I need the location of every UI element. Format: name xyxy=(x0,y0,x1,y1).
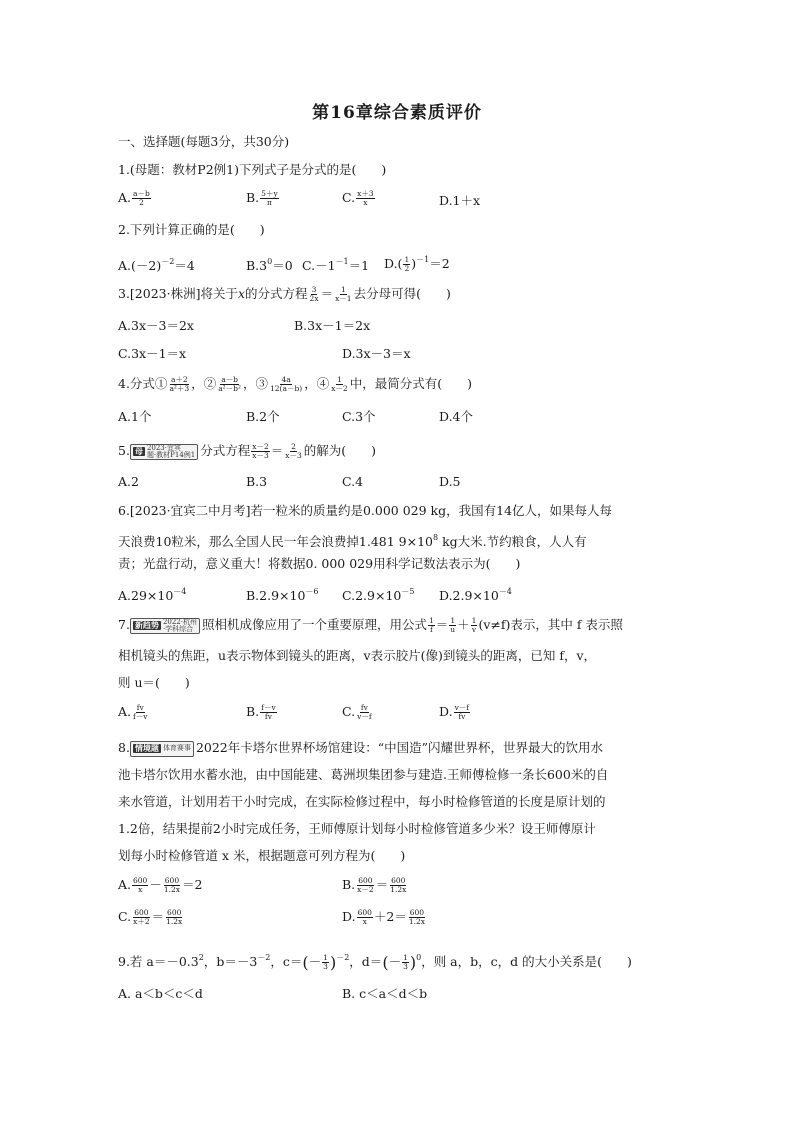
question-8-option-b: B. $\frac{600}{x-2}$ ＝ $\frac{600}{1.2x}$ xyxy=(342,876,407,894)
fraction: $\frac{1}{3}$ xyxy=(403,953,408,971)
question-5-option-a: A.2 xyxy=(118,474,139,489)
question-5-option-b: B.3 xyxy=(246,474,268,489)
question-7-line-1: 7. 新趋势 2022·杭州 ·学科综合 照相机成像应用了一个重要原理，用公式 $\frac{1}{f}$ ＝ $\frac{1}{u}$ ＋ $\frac{1}{v}$ (v≠f)表示，其中 f 表示照 xyxy=(118,616,623,634)
fraction: $\frac{600}{x}$ xyxy=(357,908,372,926)
fraction: $\frac{1}{x-2}$ xyxy=(331,375,348,393)
question-6-line-1: 6.[2023·宜宾二中月考]若一粒米的质量约是0.000 029 kg，我国有14亿人，如果每人每 xyxy=(118,503,613,518)
fraction: $\frac{600}{x+2}$ xyxy=(133,908,150,926)
page-title: 第16章综合素质评价 xyxy=(312,103,482,123)
source-badge: 母 2023·宜宾 题·教材P14例1 xyxy=(130,444,198,460)
fraction: $\frac{2}{x-3}$ xyxy=(285,442,302,460)
section-heading: 一、选择题(每题3分，共30分) xyxy=(118,134,290,149)
question-2-stem: 2.下列计算正确的是( ) xyxy=(118,222,265,237)
fraction: $\frac{600}{1.2x}$ xyxy=(166,908,183,926)
source-badge: 新趋势 2022·杭州 ·学科综合 xyxy=(130,618,200,634)
question-8-line-1: 8. 情境题 体育赛事 2022年卡塔尔世界杯场馆建设：“中国造”闪耀世界杯，世界最大的饮用水 xyxy=(118,740,604,755)
fraction: $\frac{v-f}{fv}$ xyxy=(454,703,470,721)
question-2-option-a: $A.(-2)^{-2}=4$ xyxy=(118,257,195,273)
question-2-option-d: D.( $\frac{1}{2}$ )$^{-1}$＝2 xyxy=(384,255,450,273)
fraction: $\frac{f-v}{fv}$ xyxy=(261,703,276,721)
fraction: $\frac{1}{x-1}$ xyxy=(335,285,352,303)
question-7-option-c: C. $\frac{fv}{v-f}$ xyxy=(342,703,372,721)
question-3-option-a: A.3x－3＝2x xyxy=(118,318,194,333)
question-6-option-d: $D.2.9\times 10^{-4}$ xyxy=(439,587,512,603)
fraction: $\frac{1}{3}$ xyxy=(323,953,328,971)
question-8-line-5: 划每小时检修管道 x 米，根据题意可列方程为( ) xyxy=(118,848,406,863)
fraction: $\frac{x-2}{x-3}$ xyxy=(252,442,269,460)
question-6-option-c: $C.2.9\times 10^{-5}$ xyxy=(342,587,415,603)
question-1-option-a: A. $\frac{a-b}{2}$ xyxy=(118,189,150,207)
fraction: $\frac{a+2}{\text{a²＋3}}$ xyxy=(169,375,190,393)
fraction: $\frac{600}{x}$ xyxy=(133,876,148,894)
question-8-line-3: 来水管道，计划用若干小时完成，在实际检修过程中，每小时检修管道的长度是原计划的 xyxy=(118,794,606,809)
fraction: $\frac{600}{x-2}$ xyxy=(357,876,374,894)
question-4-stem: 4.分式① $\frac{a+2}{\text{a²＋3}}$ ，② $\frac{a-b}{\text{a²－b²}}$ ，③ $\frac{4a}{12(a-b)}$ ，④ $\frac{1}{x-2}$ 中，最简分式有( ) xyxy=(118,375,472,393)
fraction: $\frac{1}{u}$ xyxy=(450,616,456,634)
question-8-line-4: 1.2倍，结果提前2小时完成任务，王师傅原计划每小时检修管道多少米？设王师傅原计 xyxy=(118,821,596,836)
fraction: $\frac{1}{f}$ xyxy=(429,616,434,634)
question-8-option-c: C. $\frac{600}{x+2}$ ＝ $\frac{600}{1.2x}$ xyxy=(118,908,183,926)
question-3-option-c: C.3x－1＝x xyxy=(118,346,187,361)
question-7-option-a: A. $\frac{fv}{f-v}$ xyxy=(118,703,148,721)
question-9-stem: 9.若 $a=-0.3^2$，$b=-3^{-2}$，c＝(－ $\frac{1}{3}$ )$^{-2}$，d＝(－ $\frac{1}{3}$ )$^0$，则 a，b，c，d 的大小关系是( ) xyxy=(118,953,632,972)
question-8-line-2: 池卡塔尔饮用水蓄水池，由中国能建、葛洲坝集团参与建造.王师傅检修一条长600米的自 xyxy=(118,767,609,782)
question-5-stem: 5. 母 2023·宜宾 题·教材P14例1 分式方程 $\frac{x-2}{x-3}$ ＝ $\frac{2}{x-3}$ 的解为( ) xyxy=(118,442,377,460)
fraction: $\frac{fv}{v-f}$ xyxy=(357,703,372,721)
question-5-option-d: D.5 xyxy=(439,474,461,489)
fraction: $\frac{4a}{12(a-b)}$ xyxy=(270,375,303,393)
question-6-option-b: $B.2.9\times 10^{-6}$ xyxy=(246,587,319,603)
question-1-option-d: D.1＋x xyxy=(439,193,481,208)
fraction: $\frac{1}{v}$ xyxy=(471,616,477,634)
question-6-line-3: 责；光盘行动，意义重大！将数据0. 000 029用科学记数法表示为( ) xyxy=(118,556,521,571)
question-7-option-b: B. $\frac{f-v}{fv}$ xyxy=(246,703,276,721)
question-3-option-d: D.3x－3＝x xyxy=(342,346,411,361)
fraction: $\frac{600}{1.2x}$ xyxy=(390,876,407,894)
question-4-option-c: C.3个 xyxy=(342,409,376,424)
fraction: $\frac{1}{2}$ xyxy=(404,255,410,273)
fraction: $\frac{fv}{f-v}$ xyxy=(133,703,148,721)
question-7-option-d: D. $\frac{v-f}{fv}$ xyxy=(439,703,470,721)
fraction: $\frac{a-b}{\text{a²－b²}}$ xyxy=(218,375,241,393)
question-9-option-a: A. a＜b＜c＜d xyxy=(118,986,203,1001)
fraction: $\frac{600}{1.2x}$ xyxy=(408,908,426,926)
question-5-option-c: C.4 xyxy=(342,474,364,489)
question-4-option-d: D.4个 xyxy=(439,409,474,424)
question-1-stem: 1.(母题：教材P2例1)下列式子是分式的是( ) xyxy=(118,162,387,177)
question-7-line-2: 相机镜头的焦距，u表示物体到镜头的距离，v表示胶片(像)到镜头的距离，已知 f，v， xyxy=(118,648,597,663)
question-8-option-d: D. $\frac{600}{x}$ ＋2＝ $\frac{600}{1.2x}$ xyxy=(342,908,426,926)
question-4-option-a: A.1个 xyxy=(118,409,152,424)
fraction: $\frac{x+3}{x}$ xyxy=(357,189,374,207)
question-1-option-b: B. $\frac{5+y}{\pi}$ xyxy=(246,189,278,207)
scenario-badge: 情境题 体育赛事 xyxy=(130,741,194,757)
question-7-line-3: 则 u＝( ) xyxy=(118,675,190,690)
question-8-option-a: A. $\frac{600}{x}$ － $\frac{600}{1.2x}$ ＝2 xyxy=(118,876,203,894)
question-9-option-b: B. c＜a＜d＜b xyxy=(342,986,428,1001)
fraction: $\frac{600}{1.2x}$ xyxy=(163,876,181,894)
question-4-option-b: B.2个 xyxy=(246,409,280,424)
question-6-option-a: $A.29\times 10^{-4}$ xyxy=(118,587,187,603)
question-2-option-b: $B.3^0=0$ xyxy=(246,257,293,273)
question-2-option-c: $C.-1^{-1}=1$ xyxy=(302,257,370,273)
fraction: $\frac{a-b}{2}$ xyxy=(133,189,150,207)
question-3-stem: 3.[2023·株洲]将关于x的分式方程 $\frac{3}{2x}$ ＝ $\frac{1}{x-1}$ 去分母可得( ) xyxy=(118,285,451,303)
question-1-option-c: C. $\frac{x+3}{x}$ xyxy=(342,189,374,207)
fraction: $\frac{3}{2x}$ xyxy=(309,285,319,303)
fraction: $\frac{5+y}{\pi}$ xyxy=(261,189,278,207)
question-3-option-b: B.3x－1＝2x xyxy=(294,318,371,333)
question-6-line-2: 天浪费10粒米，那么全国人民一年会浪费掉1.481 $9\times 10^8$ kg大米.节约粮食，人人有 xyxy=(118,533,587,549)
